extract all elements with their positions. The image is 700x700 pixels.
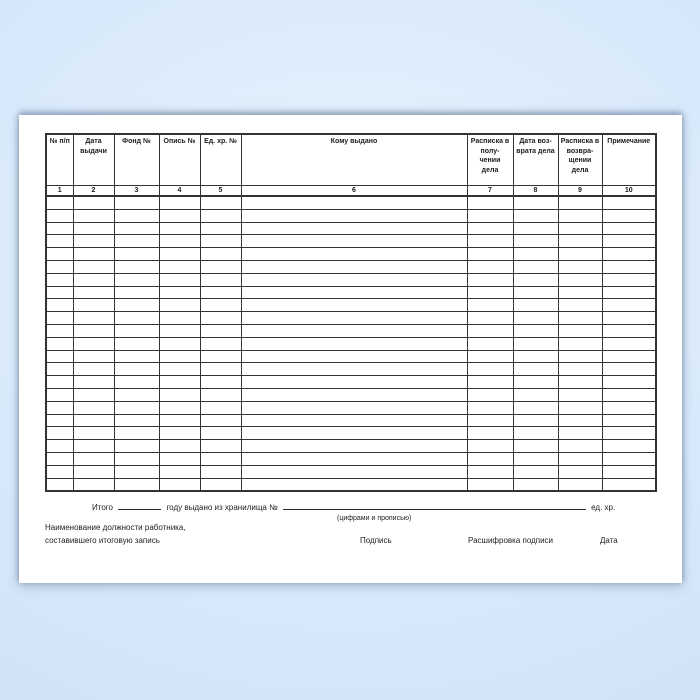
empty-cell xyxy=(73,465,114,478)
empty-cell xyxy=(114,299,159,312)
empty-cell xyxy=(241,350,467,363)
empty-cell xyxy=(200,196,241,209)
empty-cell xyxy=(558,222,602,235)
table-row xyxy=(46,337,656,350)
empty-cell xyxy=(159,324,200,337)
empty-cell xyxy=(114,260,159,273)
column-header-9: Расписка в возвра- щении дела xyxy=(558,134,602,186)
empty-cell xyxy=(159,350,200,363)
empty-cell xyxy=(513,260,558,273)
column-header-8: Дата воз- врата дела xyxy=(513,134,558,186)
table-row xyxy=(46,222,656,235)
empty-cell xyxy=(241,235,467,248)
empty-cell xyxy=(200,312,241,325)
empty-cell xyxy=(114,337,159,350)
empty-cell xyxy=(73,273,114,286)
empty-cell xyxy=(513,350,558,363)
year-blank-line xyxy=(118,501,161,510)
empty-cell xyxy=(602,388,656,401)
empty-cell xyxy=(46,363,73,376)
empty-cell xyxy=(200,478,241,491)
position-line1-label: Наименование должности работника, xyxy=(45,523,186,532)
empty-cell xyxy=(200,440,241,453)
empty-cell xyxy=(467,260,513,273)
table-row xyxy=(46,273,656,286)
empty-cell xyxy=(46,452,73,465)
total-suffix-label: ед. хр. xyxy=(591,503,616,512)
empty-cell xyxy=(558,209,602,222)
empty-cell xyxy=(73,286,114,299)
empty-cell xyxy=(513,286,558,299)
total-note-label: (цифрами и прописью) xyxy=(337,515,412,522)
empty-cell xyxy=(46,401,73,414)
empty-cell xyxy=(558,273,602,286)
empty-cell xyxy=(602,350,656,363)
empty-cell xyxy=(602,376,656,389)
empty-cell xyxy=(200,414,241,427)
empty-cell xyxy=(241,388,467,401)
empty-cell xyxy=(602,312,656,325)
empty-cell xyxy=(602,363,656,376)
empty-cell xyxy=(200,350,241,363)
column-number-2: 2 xyxy=(73,186,114,197)
empty-cell xyxy=(73,427,114,440)
table-row xyxy=(46,414,656,427)
empty-cell xyxy=(114,363,159,376)
empty-cell xyxy=(159,286,200,299)
empty-cell xyxy=(200,286,241,299)
empty-cell xyxy=(200,273,241,286)
empty-cell xyxy=(46,465,73,478)
table-row xyxy=(46,299,656,312)
empty-cell xyxy=(46,222,73,235)
empty-cell xyxy=(200,235,241,248)
empty-cell xyxy=(467,312,513,325)
empty-cell xyxy=(159,273,200,286)
empty-cell xyxy=(241,260,467,273)
empty-cell xyxy=(46,248,73,261)
table-row xyxy=(46,465,656,478)
empty-cell xyxy=(467,248,513,261)
empty-cell xyxy=(241,209,467,222)
form-sheet xyxy=(19,115,682,583)
empty-cell xyxy=(73,209,114,222)
column-number-7: 7 xyxy=(467,186,513,197)
empty-cell xyxy=(200,324,241,337)
empty-cell xyxy=(558,299,602,312)
column-number-10: 10 xyxy=(602,186,656,197)
column-number-4: 4 xyxy=(159,186,200,197)
empty-cell xyxy=(114,222,159,235)
empty-cell xyxy=(558,286,602,299)
empty-cell xyxy=(467,235,513,248)
empty-cell xyxy=(513,312,558,325)
total-middle-label: году выдано из хранилища № xyxy=(166,503,278,512)
empty-cell xyxy=(159,312,200,325)
empty-cell xyxy=(73,324,114,337)
total-line xyxy=(92,501,615,512)
position-line2-label: составившего итоговую запись xyxy=(45,536,160,545)
empty-cell xyxy=(467,465,513,478)
empty-cell xyxy=(602,273,656,286)
empty-cell xyxy=(558,350,602,363)
column-header-10: Примечание xyxy=(602,134,656,186)
empty-cell xyxy=(200,363,241,376)
empty-cell xyxy=(114,376,159,389)
empty-cell xyxy=(467,337,513,350)
empty-cell xyxy=(114,248,159,261)
empty-cell xyxy=(159,196,200,209)
empty-cell xyxy=(46,286,73,299)
empty-cell xyxy=(602,401,656,414)
empty-cell xyxy=(114,273,159,286)
empty-cell xyxy=(241,376,467,389)
empty-cell xyxy=(73,401,114,414)
empty-cell xyxy=(602,235,656,248)
empty-cell xyxy=(73,235,114,248)
empty-cell xyxy=(200,299,241,312)
empty-cell xyxy=(159,427,200,440)
empty-cell xyxy=(513,363,558,376)
empty-cell xyxy=(558,401,602,414)
empty-cell xyxy=(467,414,513,427)
empty-cell xyxy=(467,196,513,209)
empty-cell xyxy=(558,248,602,261)
column-number-6: 6 xyxy=(241,186,467,197)
table-body xyxy=(46,186,656,492)
empty-cell xyxy=(46,376,73,389)
column-number-8: 8 xyxy=(513,186,558,197)
column-number-9: 9 xyxy=(558,186,602,197)
signature-label: Подпись xyxy=(360,536,392,545)
empty-cell xyxy=(200,401,241,414)
empty-cell xyxy=(200,209,241,222)
empty-cell xyxy=(241,427,467,440)
empty-cell xyxy=(159,401,200,414)
empty-cell xyxy=(159,299,200,312)
date-label: Дата xyxy=(600,536,618,545)
empty-cell xyxy=(513,222,558,235)
table-head xyxy=(46,134,656,186)
table-row xyxy=(46,260,656,273)
issue-register-table xyxy=(45,133,657,492)
empty-cell xyxy=(602,248,656,261)
empty-cell xyxy=(46,235,73,248)
empty-cell xyxy=(513,388,558,401)
empty-cell xyxy=(467,209,513,222)
empty-cell xyxy=(159,337,200,350)
empty-cell xyxy=(114,465,159,478)
empty-cell xyxy=(200,427,241,440)
empty-cell xyxy=(46,324,73,337)
empty-cell xyxy=(73,440,114,453)
empty-cell xyxy=(467,363,513,376)
empty-cell xyxy=(46,427,73,440)
empty-cell xyxy=(467,299,513,312)
empty-cell xyxy=(558,414,602,427)
column-number-3: 3 xyxy=(114,186,159,197)
empty-cell xyxy=(46,260,73,273)
table-row xyxy=(46,235,656,248)
table-row xyxy=(46,401,656,414)
empty-cell xyxy=(46,350,73,363)
empty-cell xyxy=(46,273,73,286)
empty-cell xyxy=(159,363,200,376)
empty-cell xyxy=(513,273,558,286)
column-header-5: Ед. хр. № xyxy=(200,134,241,186)
empty-cell xyxy=(467,401,513,414)
empty-cell xyxy=(200,388,241,401)
empty-cell xyxy=(114,235,159,248)
empty-cell xyxy=(558,427,602,440)
empty-cell xyxy=(467,478,513,491)
empty-cell xyxy=(467,427,513,440)
empty-cell xyxy=(241,465,467,478)
empty-cell xyxy=(558,337,602,350)
empty-cell xyxy=(114,478,159,491)
empty-cell xyxy=(513,209,558,222)
empty-cell xyxy=(159,440,200,453)
table-row xyxy=(46,388,656,401)
empty-cell xyxy=(159,222,200,235)
empty-cell xyxy=(114,286,159,299)
empty-cell xyxy=(602,465,656,478)
empty-cell xyxy=(241,337,467,350)
empty-cell xyxy=(467,388,513,401)
empty-cell xyxy=(602,286,656,299)
column-header-4: Опись № xyxy=(159,134,200,186)
empty-cell xyxy=(467,273,513,286)
empty-cell xyxy=(73,478,114,491)
empty-cell xyxy=(513,401,558,414)
empty-cell xyxy=(602,324,656,337)
column-header-6: Кому выдано xyxy=(241,134,467,186)
table-row xyxy=(46,350,656,363)
column-number-1: 1 xyxy=(46,186,73,197)
empty-cell xyxy=(467,376,513,389)
empty-cell xyxy=(241,440,467,453)
empty-cell xyxy=(602,299,656,312)
empty-cell xyxy=(241,324,467,337)
empty-cell xyxy=(159,376,200,389)
empty-cell xyxy=(114,452,159,465)
column-header-1: № п/п xyxy=(46,134,73,186)
empty-cell xyxy=(200,337,241,350)
empty-cell xyxy=(46,440,73,453)
table-row xyxy=(46,452,656,465)
empty-cell xyxy=(73,312,114,325)
empty-cell xyxy=(114,401,159,414)
empty-cell xyxy=(159,248,200,261)
empty-cell xyxy=(513,414,558,427)
empty-cell xyxy=(558,363,602,376)
empty-cell xyxy=(159,478,200,491)
empty-cell xyxy=(602,440,656,453)
empty-cell xyxy=(241,222,467,235)
empty-cell xyxy=(241,286,467,299)
empty-cell xyxy=(200,260,241,273)
empty-cell xyxy=(200,465,241,478)
empty-cell xyxy=(467,324,513,337)
column-numbers-row xyxy=(46,186,656,197)
total-prefix-label: Итого xyxy=(92,503,113,512)
empty-cell xyxy=(241,363,467,376)
empty-cell xyxy=(73,388,114,401)
empty-cell xyxy=(602,452,656,465)
column-header-3: Фонд № xyxy=(114,134,159,186)
empty-cell xyxy=(73,337,114,350)
empty-cell xyxy=(73,260,114,273)
table-row xyxy=(46,376,656,389)
empty-cell xyxy=(46,337,73,350)
empty-cell xyxy=(558,465,602,478)
empty-cell xyxy=(602,209,656,222)
empty-cell xyxy=(46,414,73,427)
column-number-5: 5 xyxy=(200,186,241,197)
empty-cell xyxy=(46,312,73,325)
empty-cell xyxy=(114,388,159,401)
empty-cell xyxy=(241,478,467,491)
table-row xyxy=(46,312,656,325)
empty-cell xyxy=(73,222,114,235)
column-header-2: Дата выдачи xyxy=(73,134,114,186)
empty-cell xyxy=(513,196,558,209)
table-row xyxy=(46,248,656,261)
empty-cell xyxy=(73,414,114,427)
empty-cell xyxy=(241,312,467,325)
empty-cell xyxy=(241,273,467,286)
empty-cell xyxy=(513,324,558,337)
empty-cell xyxy=(159,452,200,465)
empty-cell xyxy=(513,299,558,312)
empty-cell xyxy=(241,452,467,465)
empty-cell xyxy=(558,235,602,248)
empty-cell xyxy=(602,260,656,273)
empty-cell xyxy=(114,350,159,363)
table-row xyxy=(46,478,656,491)
empty-cell xyxy=(159,260,200,273)
empty-cell xyxy=(467,452,513,465)
empty-cell xyxy=(46,478,73,491)
empty-cell xyxy=(602,478,656,491)
empty-cell xyxy=(159,235,200,248)
empty-cell xyxy=(513,235,558,248)
empty-cell xyxy=(602,196,656,209)
table-row xyxy=(46,324,656,337)
empty-cell xyxy=(46,388,73,401)
storage-count-blank-line xyxy=(283,501,586,510)
empty-cell xyxy=(73,248,114,261)
empty-cell xyxy=(558,312,602,325)
empty-cell xyxy=(241,248,467,261)
empty-cell xyxy=(200,376,241,389)
empty-cell xyxy=(513,376,558,389)
empty-cell xyxy=(46,196,73,209)
empty-cell xyxy=(73,452,114,465)
empty-cell xyxy=(467,350,513,363)
header-row xyxy=(46,134,656,186)
empty-cell xyxy=(46,299,73,312)
empty-cell xyxy=(159,414,200,427)
empty-cell xyxy=(200,248,241,261)
table-row xyxy=(46,363,656,376)
empty-cell xyxy=(114,312,159,325)
empty-cell xyxy=(73,376,114,389)
empty-cell xyxy=(73,363,114,376)
empty-cell xyxy=(558,440,602,453)
empty-cell xyxy=(159,388,200,401)
empty-cell xyxy=(558,478,602,491)
empty-cell xyxy=(467,286,513,299)
empty-cell xyxy=(513,465,558,478)
empty-cell xyxy=(602,414,656,427)
empty-cell xyxy=(602,222,656,235)
table-row xyxy=(46,427,656,440)
empty-cell xyxy=(159,209,200,222)
empty-cell xyxy=(513,427,558,440)
empty-cell xyxy=(513,478,558,491)
empty-cell xyxy=(241,196,467,209)
signature-transcript-label: Расшифровка подписи xyxy=(468,536,554,545)
empty-cell xyxy=(558,196,602,209)
column-header-7: Расписка в полу- чении дела xyxy=(467,134,513,186)
empty-cell xyxy=(467,440,513,453)
empty-cell xyxy=(46,209,73,222)
empty-cell xyxy=(114,427,159,440)
empty-cell xyxy=(241,401,467,414)
empty-cell xyxy=(513,248,558,261)
empty-cell xyxy=(241,299,467,312)
table-row xyxy=(46,440,656,453)
empty-cell xyxy=(558,376,602,389)
empty-cell xyxy=(114,196,159,209)
empty-cell xyxy=(114,324,159,337)
empty-cell xyxy=(513,452,558,465)
empty-cell xyxy=(602,337,656,350)
empty-cell xyxy=(513,337,558,350)
empty-cell xyxy=(159,465,200,478)
empty-cell xyxy=(467,222,513,235)
empty-cell xyxy=(558,452,602,465)
empty-cell xyxy=(73,299,114,312)
empty-cell xyxy=(73,196,114,209)
empty-cell xyxy=(558,388,602,401)
empty-cell xyxy=(558,260,602,273)
empty-cell xyxy=(513,440,558,453)
empty-cell xyxy=(114,440,159,453)
empty-cell xyxy=(114,414,159,427)
table-row xyxy=(46,209,656,222)
empty-cell xyxy=(241,414,467,427)
empty-cell xyxy=(558,324,602,337)
empty-cell xyxy=(602,427,656,440)
empty-cell xyxy=(200,452,241,465)
table-row xyxy=(46,286,656,299)
empty-cell xyxy=(200,222,241,235)
table-row xyxy=(46,196,656,209)
empty-cell xyxy=(73,350,114,363)
empty-cell xyxy=(114,209,159,222)
